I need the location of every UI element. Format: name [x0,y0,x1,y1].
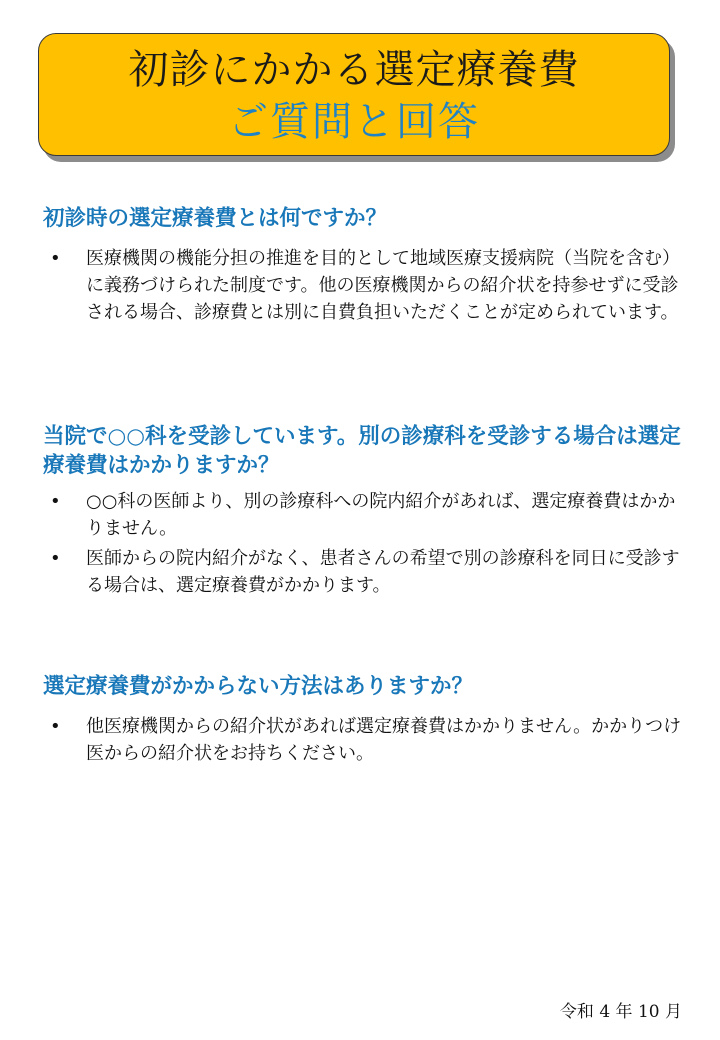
bullet-icon: • [50,716,61,737]
faq-section-2 [0,422,720,599]
answer-item [0,245,720,326]
answer-text: ○○科の医師より、別の診療科への院内紹介があれば、選定療養費はかかりません。 [86,491,676,539]
answer-item [0,545,720,599]
answer-text: 医療機関の機能分担の推進を目的として地域医療支援病院（当院を含む）に義務づけられた制度です。他の医療機関からの紹介状を持参せずに受診される場合、診療費とは別に自費負担いただくことが定められています。 [86,248,680,323]
faq-section-1 [0,204,720,326]
question-heading: 選定療養費がかからない方法はありますか？ [43,674,474,699]
answer-item [0,713,720,767]
page-title: 初診にかかる選定療養費 [128,47,580,93]
page-subtitle: ご質問と回答 [228,99,480,145]
issue-date: 令和 4 年 10 月 [559,1002,682,1022]
answer-list [0,245,720,326]
answer-list [0,713,720,767]
question-heading: 初診時の選定療養費とは何ですか？ [43,206,388,231]
answer-item [0,488,720,542]
title-banner [38,33,670,156]
faq-section-3 [0,672,720,767]
question-heading: 当院で○○科を受診しています。別の診療科を受診する場合は選定療養費はかかりますか？ [43,424,681,478]
bullet-icon: • [50,548,61,569]
bullet-icon: • [50,248,61,269]
answer-text: 他医療機関からの紹介状があれば選定療養費はかかりません。かかりつけ医からの紹介状をお持ちください。 [86,716,682,764]
answer-text: 医師からの院内紹介がなく、患者さんの希望で別の診療科を同日に受診する場合は、選定療養費がかかります。 [86,548,680,596]
answer-list [0,488,720,599]
bullet-icon: • [50,491,61,512]
